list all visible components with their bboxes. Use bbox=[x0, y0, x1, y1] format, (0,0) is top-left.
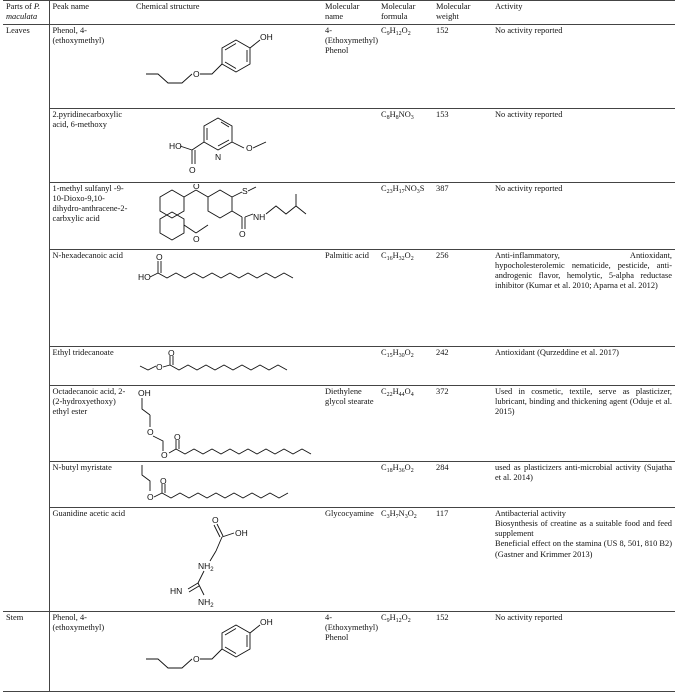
diethylene-glycol-stearate-structure bbox=[136, 387, 318, 459]
svg-text:HO: HO bbox=[138, 271, 151, 282]
formula-cell: $C_{15}H_{30}O_2$ bbox=[378, 346, 433, 385]
compound-table bbox=[3, 0, 675, 692]
peak-name-cell: N-butyl myristate bbox=[49, 461, 133, 507]
svg-text:O: O bbox=[189, 164, 196, 175]
structure-cell bbox=[133, 507, 322, 611]
butyl-myristate-structure bbox=[136, 463, 318, 505]
header-molecular-formula: Molecular formula bbox=[378, 1, 433, 25]
peak-name-cell: Ethyl tridecanoate bbox=[49, 346, 133, 385]
activity-cell: No activity reported bbox=[492, 611, 675, 691]
table-row bbox=[3, 24, 675, 108]
activity-cell: Antioxidant (Qurzeddine et al. 2017) bbox=[492, 346, 675, 385]
table-row bbox=[3, 182, 675, 249]
part-cell bbox=[3, 182, 49, 249]
weight-cell: 117 bbox=[433, 507, 492, 611]
svg-text:N: N bbox=[215, 151, 222, 162]
part-cell bbox=[3, 461, 49, 507]
formula-cell: $C_9H_{12}O_2$ bbox=[378, 24, 433, 108]
svg-text:OH: OH bbox=[260, 616, 273, 627]
svg-text:O: O bbox=[193, 653, 200, 664]
molecular-name-cell: 4-(Ethoxymethyl) Phenol bbox=[322, 24, 378, 108]
weight-cell: 153 bbox=[433, 108, 492, 182]
svg-text:O: O bbox=[160, 475, 167, 486]
svg-text:NH: NH bbox=[253, 211, 266, 222]
activity-cell: used as plasticizers anti-microbial activity (Sujatha et al. 2014) bbox=[492, 461, 675, 507]
weight-cell: 372 bbox=[433, 385, 492, 461]
formula-cell: $C_9H_{12}O_2$ bbox=[378, 611, 433, 691]
svg-text:O: O bbox=[246, 142, 253, 153]
svg-text:O: O bbox=[239, 228, 246, 239]
peak-name-cell: N-hexadecanoic acid bbox=[49, 249, 133, 346]
activity-line: Beneficial effect on the stamina (US 8, 501, 810 B2) (Gastner and Krimmer 2013) bbox=[495, 539, 672, 559]
methoxypyridine-carboxylic-acid-structure bbox=[136, 110, 318, 180]
weight-cell: 152 bbox=[433, 611, 492, 691]
formula-cell: $C_8H_8NO_3$ bbox=[378, 108, 433, 182]
molecular-name-cell: Diethylene glycol stearate bbox=[322, 385, 378, 461]
structure-cell bbox=[133, 461, 322, 507]
activity-line: Antibacterial activity bbox=[495, 508, 566, 518]
activity-cell: No activity reported bbox=[492, 182, 675, 249]
part-cell bbox=[3, 385, 49, 461]
header-molecular-name: Molecular name bbox=[322, 1, 378, 25]
formula-cell: $C_3H_7N_3O_2$ bbox=[378, 507, 433, 611]
molecular-name-cell: Glycocyamine bbox=[322, 507, 378, 611]
formula-cell: $C_{18}H_{36}O_2$ bbox=[378, 461, 433, 507]
svg-text:OH: OH bbox=[235, 527, 248, 538]
header-row bbox=[3, 1, 675, 25]
activity-cell bbox=[492, 507, 675, 611]
svg-text:O: O bbox=[161, 449, 168, 459]
svg-text:O: O bbox=[147, 426, 154, 437]
table-row bbox=[3, 249, 675, 346]
ethyl-tridecanoate-structure bbox=[136, 348, 318, 378]
svg-text:O: O bbox=[147, 491, 154, 502]
part-cell: Leaves bbox=[3, 24, 49, 108]
svg-text:OH: OH bbox=[260, 31, 273, 42]
svg-text:O: O bbox=[193, 68, 200, 79]
molecular-name-cell bbox=[322, 108, 378, 182]
structure-cell bbox=[133, 108, 322, 182]
table-row bbox=[3, 461, 675, 507]
part-cell: Stem bbox=[3, 611, 49, 691]
header-molecular-weight: Molecular weight bbox=[433, 1, 492, 25]
activity-cell: No activity reported bbox=[492, 108, 675, 182]
header-chemical-structure: Chemical structure bbox=[133, 1, 322, 25]
guanidinoacetic-acid-structure bbox=[136, 509, 318, 609]
structure-cell bbox=[133, 385, 322, 461]
peak-name-cell: 1-methyl sulfanyl -9-10-Dioxo-9,10-dihydro-anthracene-2-carbxylic acid bbox=[49, 182, 133, 249]
weight-cell: 256 bbox=[433, 249, 492, 346]
header-activity: Activity bbox=[492, 1, 675, 25]
svg-text:O: O bbox=[212, 514, 219, 525]
svg-text:NH2: $NH_2$ bbox=[198, 560, 214, 573]
molecular-name-cell bbox=[322, 346, 378, 385]
structure-cell bbox=[133, 182, 322, 249]
molecular-name-cell: 4-(Ethoxymethyl) Phenol bbox=[322, 611, 378, 691]
svg-text:S: S bbox=[242, 185, 248, 196]
molecular-name-cell bbox=[322, 182, 378, 249]
peak-name-cell: Guanidine acetic acid bbox=[49, 507, 133, 611]
structure-cell bbox=[133, 24, 322, 108]
palmitic-acid-structure bbox=[136, 251, 318, 291]
weight-cell: 152 bbox=[433, 24, 492, 108]
peak-name-cell: Octadecanoic acid, 2-(2-hydroxyethoxy) ethyl ester bbox=[49, 385, 133, 461]
peak-name-cell: Phenol, 4-(ethoxymethyl) bbox=[49, 611, 133, 691]
formula-cell: $C_{22}H_{44}O_4$ bbox=[378, 385, 433, 461]
weight-cell: 242 bbox=[433, 346, 492, 385]
svg-text:O: O bbox=[193, 183, 200, 191]
anthraquinone-structure bbox=[136, 184, 318, 246]
svg-text:O: O bbox=[156, 251, 163, 262]
table-row bbox=[3, 346, 675, 385]
header-part: Parts of P. maculata bbox=[3, 1, 49, 25]
activity-line: Biosynthesis of creatine as a suitable food and feed supplement bbox=[495, 518, 672, 538]
table-row bbox=[3, 385, 675, 461]
svg-text:NH2: $NH_2$ bbox=[198, 596, 214, 609]
header-peak-name: Peak name bbox=[49, 1, 133, 25]
svg-text:O: O bbox=[156, 361, 163, 372]
molecular-name-cell bbox=[322, 461, 378, 507]
structure-cell bbox=[133, 346, 322, 385]
svg-text:OH: OH bbox=[138, 387, 151, 398]
part-cell bbox=[3, 346, 49, 385]
activity-cell: No activity reported bbox=[492, 24, 675, 108]
svg-text:HO: HO bbox=[169, 140, 182, 151]
activity-cell: Anti-inflammatory, Antioxidant, hypocholesterolemic nematicide, pesticide, anti-androgenic flavor, hemolytic, 5-alpha reductase inhibitor (Kumar et al. 2010; Aparna et al. 2012) bbox=[492, 249, 675, 346]
svg-text:O: O bbox=[193, 233, 200, 244]
structure-cell bbox=[133, 611, 322, 691]
table-row bbox=[3, 108, 675, 182]
formula-cell: $C_{16}H_{32}O_2$ bbox=[378, 249, 433, 346]
molecular-name-cell: Palmitic acid bbox=[322, 249, 378, 346]
part-cell bbox=[3, 507, 49, 611]
weight-cell: 284 bbox=[433, 461, 492, 507]
part-cell bbox=[3, 249, 49, 346]
activity-cell: Used in cosmetic, textile, serve as plasticizer, lubricant, binding and thickening agent (Oduje et al. 2015) bbox=[492, 385, 675, 461]
weight-cell: 387 bbox=[433, 182, 492, 249]
structure-cell bbox=[133, 249, 322, 346]
formula-cell: $C_{23}H_{17}NO_3S$ bbox=[378, 182, 433, 249]
ethoxymethyl-phenol-structure bbox=[136, 26, 318, 104]
ethoxymethyl-phenol-structure bbox=[136, 613, 318, 687]
part-cell bbox=[3, 108, 49, 182]
svg-text:HN: HN bbox=[170, 585, 183, 596]
svg-text:O: O bbox=[174, 431, 181, 442]
peak-name-cell: 2.pyridinecarboxylic acid, 6-methoxy bbox=[49, 108, 133, 182]
svg-text:O: O bbox=[168, 347, 175, 358]
table-row bbox=[3, 507, 675, 611]
table-row bbox=[3, 611, 675, 691]
peak-name-cell: Phenol, 4-(ethoxymethyl) bbox=[49, 24, 133, 108]
